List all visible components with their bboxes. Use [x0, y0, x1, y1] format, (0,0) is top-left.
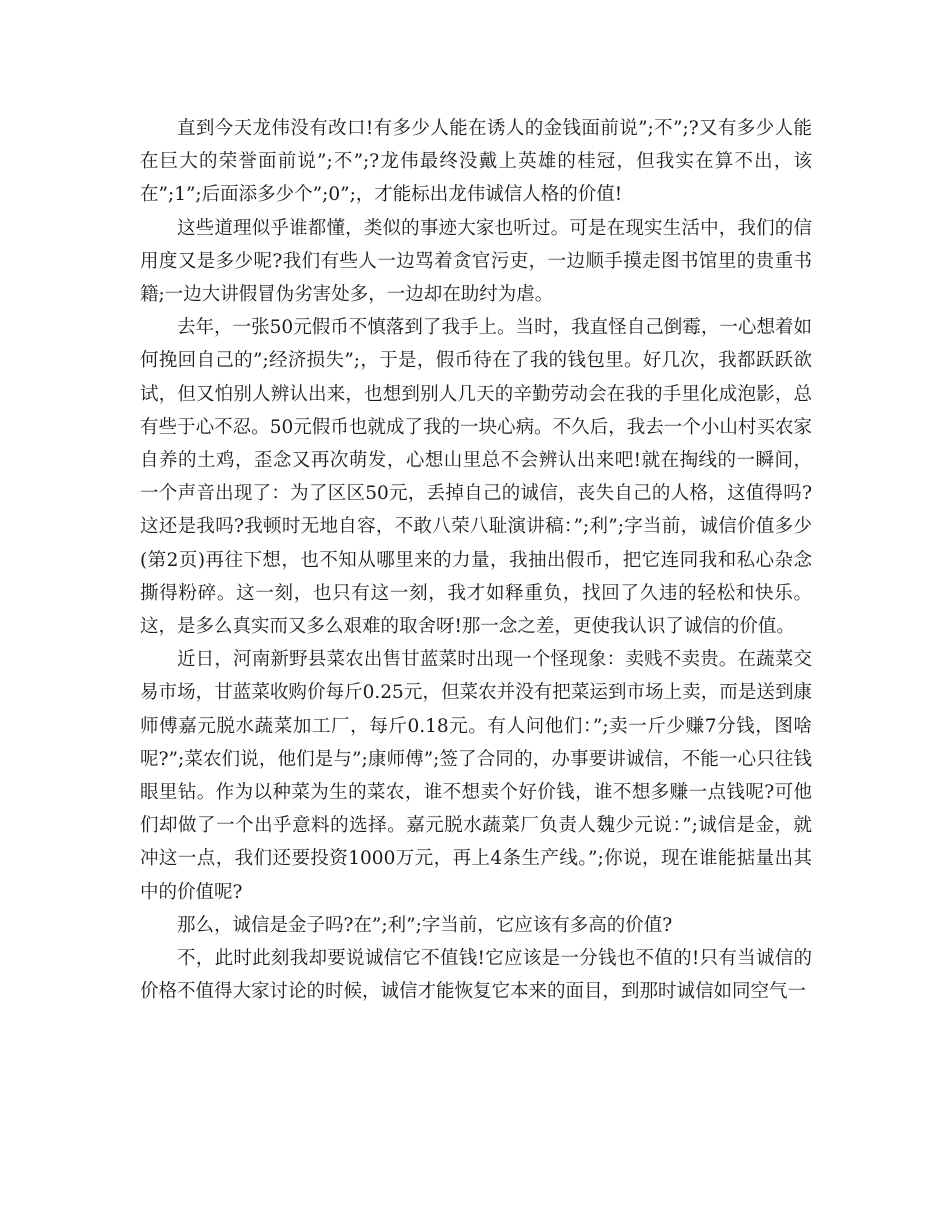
paragraph-1: 直到今天龙伟没有改口!有多少人能在诱人的金钱面前说”;不”;?又有多少人能在巨大的荣誉面前说”;不”;?龙伟最终没戴上英雄的桂冠，但我实在算不出，该在”;1”;后面添多少个”;0”;，才能标出龙伟诚信人格的价值! [140, 118, 812, 206]
paragraph-4: 近日，河南新野县菜农出售甘蓝菜时出现一个怪现象：卖贱不卖贵。在蔬菜交易市场，甘蓝菜收购价每斤0.25元，但菜农并没有把菜运到市场上卖，而是送到康师傅嘉元脱水蔬菜加工厂，每斤0.18元。有人问他们：”;卖一斤少赚7分钱，图啥呢?”;菜农们说，他们是与”;康师傅”;签了合同的，办事要讲诚信，不能一心只往钱眼里钻。作为以种菜为生的菜农，谁不想卖个好价钱，谁不想多赚一点钱呢?可他们却做了一个出乎意料的选择。嘉元脱水蔬菜厂负责人魏少元说：”;诚信是金，就冲这一点，我们还要投资1000万元，再上4条生产线。”;你说，现在谁能掂量出其中的价值呢? [140, 649, 812, 903]
paragraph-3: 去年，一张50元假币不慎落到了我手上。当时，我直怪自己倒霉，一心想着如何挽回自己的”;经济损失”;，于是，假币待在了我的钱包里。好几次，我都跃跃欲试，但又怕别人辨认出来，也想到别人几天的辛勤劳动会在我的手里化成泡影，总有些于心不忍。50元假币也就成了我的一块心病。不久后，我去一个小山村买农家自养的土鸡，歪念又再次萌发，心想山里总不会辨认出来吧!就在掏线的一瞬间，一个声音出现了：为了区区50元，丢掉自己的诚信，丧失自己的人格，这值得吗?这还是我吗?我顿时无地自容，不敢八荣八耻演讲稿：”;利”;字当前，诚信价值多少(第2页)再往下想，也不知从哪里来的力量，我抽出假币，把它连同我和私心杂念撕得粉碎。这一刻，也只有这一刻，我才如释重负，找回了久违的轻松和快乐。这，是多么真实而又多么艰难的取舍呀!那一念之差，更使我认识了诚信的价值。 [140, 317, 812, 638]
document-body [140, 112, 812, 1008]
paragraph-5: 那么，诚信是金子吗?在”;利”;字当前，它应该有多高的价值? [177, 914, 673, 936]
paragraph-2: 这些道理似乎谁都懂，类似的事迹大家也听过。可是在现实生活中，我们的信用度又是多少呢?我们有些人一边骂着贪官污吏，一边顺手摸走图书馆里的贵重书籍;一边大讲假冒伪劣害处多，一边却在助纣为虐。 [140, 217, 812, 306]
paragraph-6: 不，此时此刻我却要说诚信它不值钱!它应该是一分钱也不值的!只有当诚信的价格不值得大家讨论的时候，诚信才能恢复它本来的面目，到那时诚信如同空气一 [140, 948, 812, 1003]
